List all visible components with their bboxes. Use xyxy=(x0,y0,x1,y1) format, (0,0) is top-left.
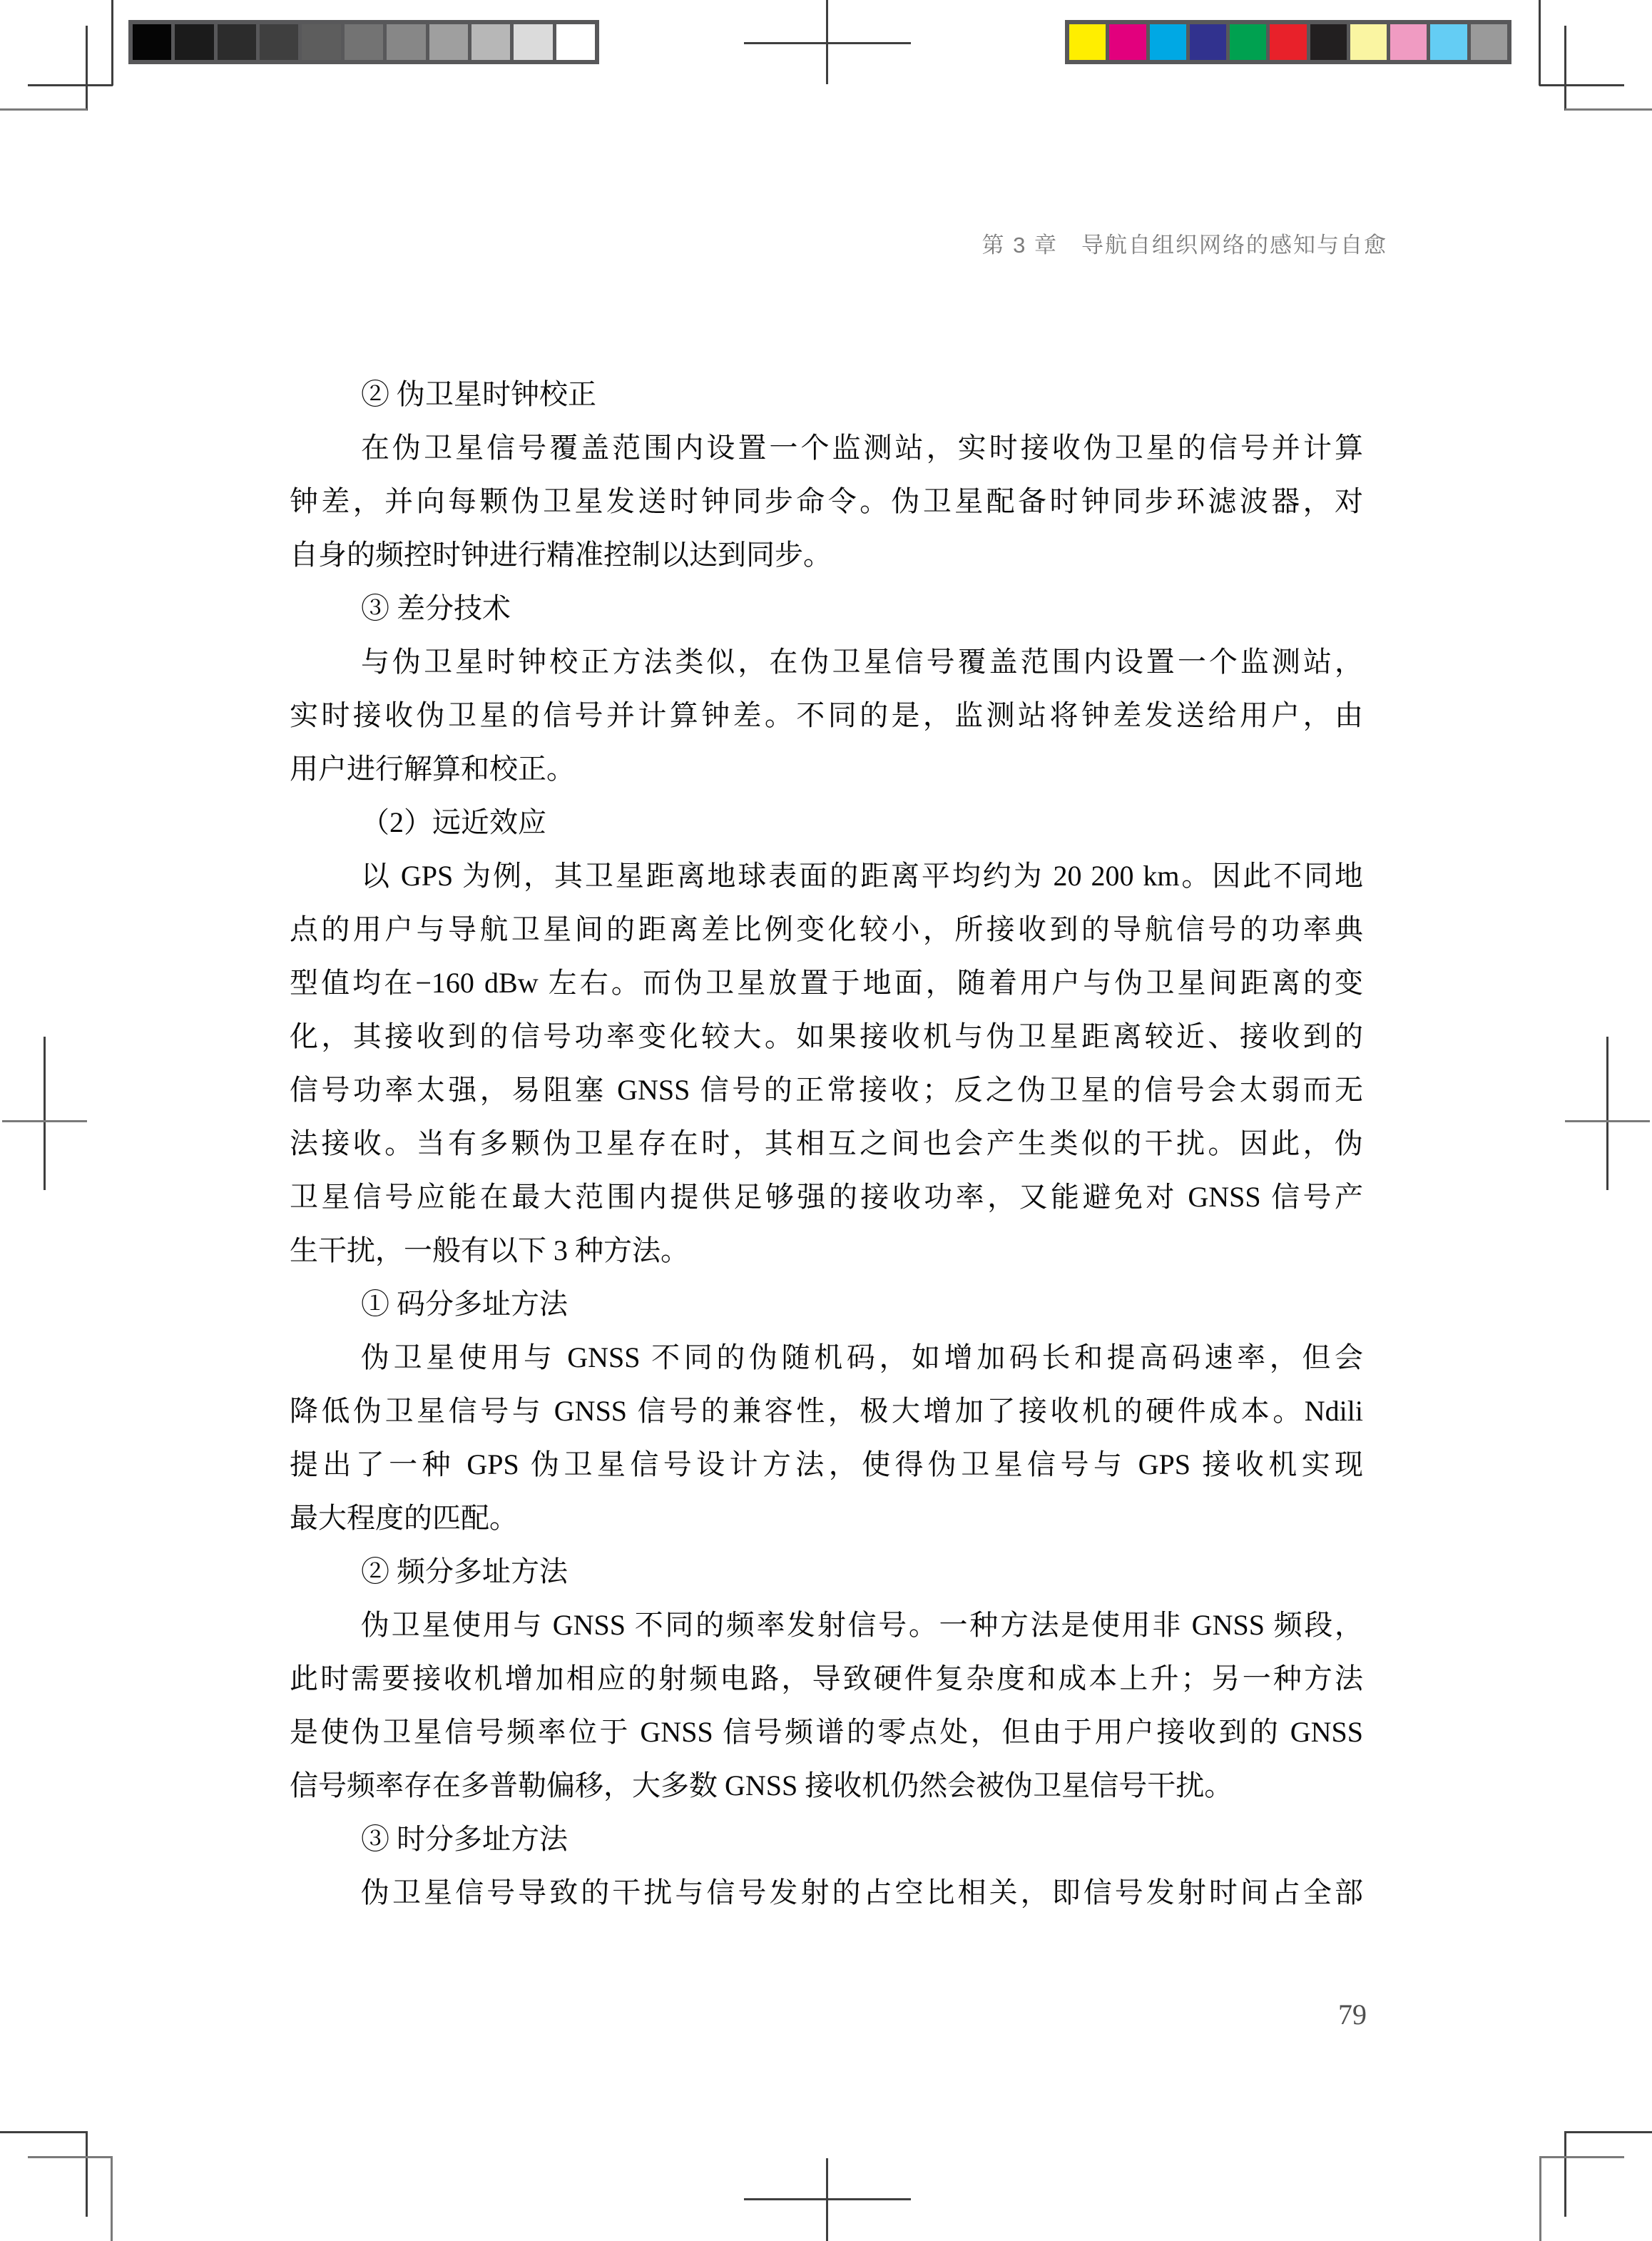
calibration-swatch xyxy=(1350,24,1387,60)
body-line: 用户进行解算和校正。 xyxy=(290,753,575,785)
body-line-heading: ② 频分多址方法 xyxy=(361,1555,568,1587)
body-line: 是使伪卫星信号频率位于 GNSS 信号频谱的零点处，但由于用户接收到的 GNSS xyxy=(290,1716,1363,1748)
crop-mark xyxy=(28,84,113,86)
body-line: 生干扰，一般有以下 3 种方法。 xyxy=(290,1234,689,1266)
body-text xyxy=(290,367,1363,1919)
registration-cross xyxy=(2,1120,87,1122)
calibration-swatch xyxy=(471,24,510,60)
body-line: 伪卫星使用与 GNSS 不同的频率发射信号。一种方法是使用非 GNSS 频段， xyxy=(361,1609,1363,1641)
body-line: 型值均在−160 dBw 左右。而伪卫星放置于地面，随着用户与伪卫星间距离的变 xyxy=(290,967,1363,999)
calibration-swatch xyxy=(429,24,468,60)
body-line: 信号功率太强，易阻塞 GNSS 信号的正常接收；反之伪卫星的信号会太弱而无 xyxy=(290,1074,1363,1106)
body-line-heading: ③ 时分多址方法 xyxy=(361,1823,568,1855)
calibration-swatch xyxy=(345,24,383,60)
body-line-heading: ② 伪卫星时钟校正 xyxy=(361,378,596,410)
registration-cross xyxy=(744,2198,911,2200)
body-line: 伪卫星使用与 GNSS 不同的伪随机码，如增加码长和提高码速率，但会 xyxy=(361,1341,1363,1373)
registration-cross xyxy=(744,42,911,44)
crop-mark xyxy=(0,108,87,111)
body-line: 自身的频控时钟进行精准控制以达到同步。 xyxy=(290,539,832,571)
body-line: 与伪卫星时钟校正方法类似，在伪卫星信号覆盖范围内设置一个监测站， xyxy=(361,646,1363,678)
calibration-swatch xyxy=(260,24,298,60)
calibration-swatch xyxy=(302,24,340,60)
calibration-swatch xyxy=(387,24,425,60)
crop-mark xyxy=(1564,2131,1566,2217)
crop-mark xyxy=(1539,2156,1541,2241)
grayscale-calibration-bar xyxy=(128,20,599,64)
calibration-swatch xyxy=(1270,24,1306,60)
crop-mark xyxy=(1565,2131,1652,2133)
crop-mark xyxy=(28,2156,113,2158)
page-number: 79 xyxy=(1338,1998,1367,2031)
body-line: 降低伪卫星信号与 GNSS 信号的兼容性，极大增加了接收机的硬件成本。Ndili xyxy=(290,1395,1363,1427)
calibration-swatch xyxy=(514,24,552,60)
crop-mark xyxy=(86,2131,88,2217)
calibration-swatch xyxy=(1190,24,1226,60)
crop-mark xyxy=(86,26,88,111)
crop-mark xyxy=(1564,26,1566,111)
body-line: 法接收。当有多颗伪卫星存在时，其相互之间也会产生类似的干扰。因此，伪 xyxy=(290,1127,1363,1159)
registration-cross xyxy=(1606,1037,1608,1190)
body-line: 点的用户与导航卫星间的距离差比例变化较小，所接收到的导航信号的功率典 xyxy=(290,913,1363,945)
crop-mark xyxy=(1539,84,1624,86)
body-line: 信号频率存在多普勒偏移，大多数 GNSS 接收机仍然会被伪卫星信号干扰。 xyxy=(290,1769,1233,1802)
crop-mark xyxy=(111,0,113,86)
registration-cross xyxy=(1565,1120,1650,1122)
calibration-swatch xyxy=(1230,24,1266,60)
calibration-swatch xyxy=(1310,24,1347,60)
body-line: 钟差，并向每颗伪卫星发送时钟同步命令。伪卫星配备时钟同步环滤波器，对 xyxy=(290,485,1363,517)
body-line: 在伪卫星信号覆盖范围内设置一个监测站，实时接收伪卫星的信号并计算 xyxy=(361,432,1363,464)
calibration-swatch xyxy=(133,24,171,60)
chapter-header: 第 3 章 导航自组织网络的感知与自愈 xyxy=(981,233,1387,258)
calibration-swatch xyxy=(1390,24,1427,60)
body-line: 卫星信号应能在最大范围内提供足够强的接收功率，又能避免对 GNSS 信号产 xyxy=(290,1181,1363,1213)
body-line: 此时需要接收机增加相应的射频电路，导致硬件复杂度和成本上升；另一种方法 xyxy=(290,1662,1363,1694)
calibration-swatch xyxy=(1471,24,1507,60)
body-line: 实时接收伪卫星的信号并计算钟差。不同的是，监测站将钟差发送给用户，由 xyxy=(290,699,1363,731)
body-line-heading: （2）远近效应 xyxy=(361,806,546,838)
calibration-swatch xyxy=(175,24,213,60)
crop-mark xyxy=(111,2156,113,2241)
color-calibration-bar xyxy=(1065,20,1511,64)
calibration-swatch xyxy=(218,24,256,60)
body-line-heading: ① 码分多址方法 xyxy=(361,1288,568,1320)
registration-cross xyxy=(44,1037,46,1190)
body-line: 化，其接收到的信号功率变化较大。如果接收机与伪卫星距离较近、接收到的 xyxy=(290,1020,1363,1052)
crop-mark xyxy=(0,2131,87,2133)
calibration-swatch xyxy=(1069,24,1106,60)
crop-mark xyxy=(1565,108,1652,111)
calibration-swatch xyxy=(1150,24,1186,60)
crop-mark xyxy=(1539,0,1541,86)
calibration-swatch xyxy=(556,24,595,60)
calibration-swatch xyxy=(1430,24,1467,60)
body-line: 伪卫星信号导致的干扰与信号发射的占空比相关，即信号发射时间占全部 xyxy=(361,1876,1363,1909)
calibration-swatch xyxy=(1109,24,1146,60)
crop-mark xyxy=(1539,2156,1624,2158)
body-line: 提出了一种 GPS 伪卫星信号设计方法，使得伪卫星信号与 GPS 接收机实现 xyxy=(290,1448,1363,1480)
body-line-heading: ③ 差分技术 xyxy=(361,592,511,624)
body-line: 最大程度的匹配。 xyxy=(290,1502,518,1534)
body-line: 以 GPS 为例，其卫星距离地球表面的距离平均约为 20 200 km。因此不同地 xyxy=(361,860,1363,892)
